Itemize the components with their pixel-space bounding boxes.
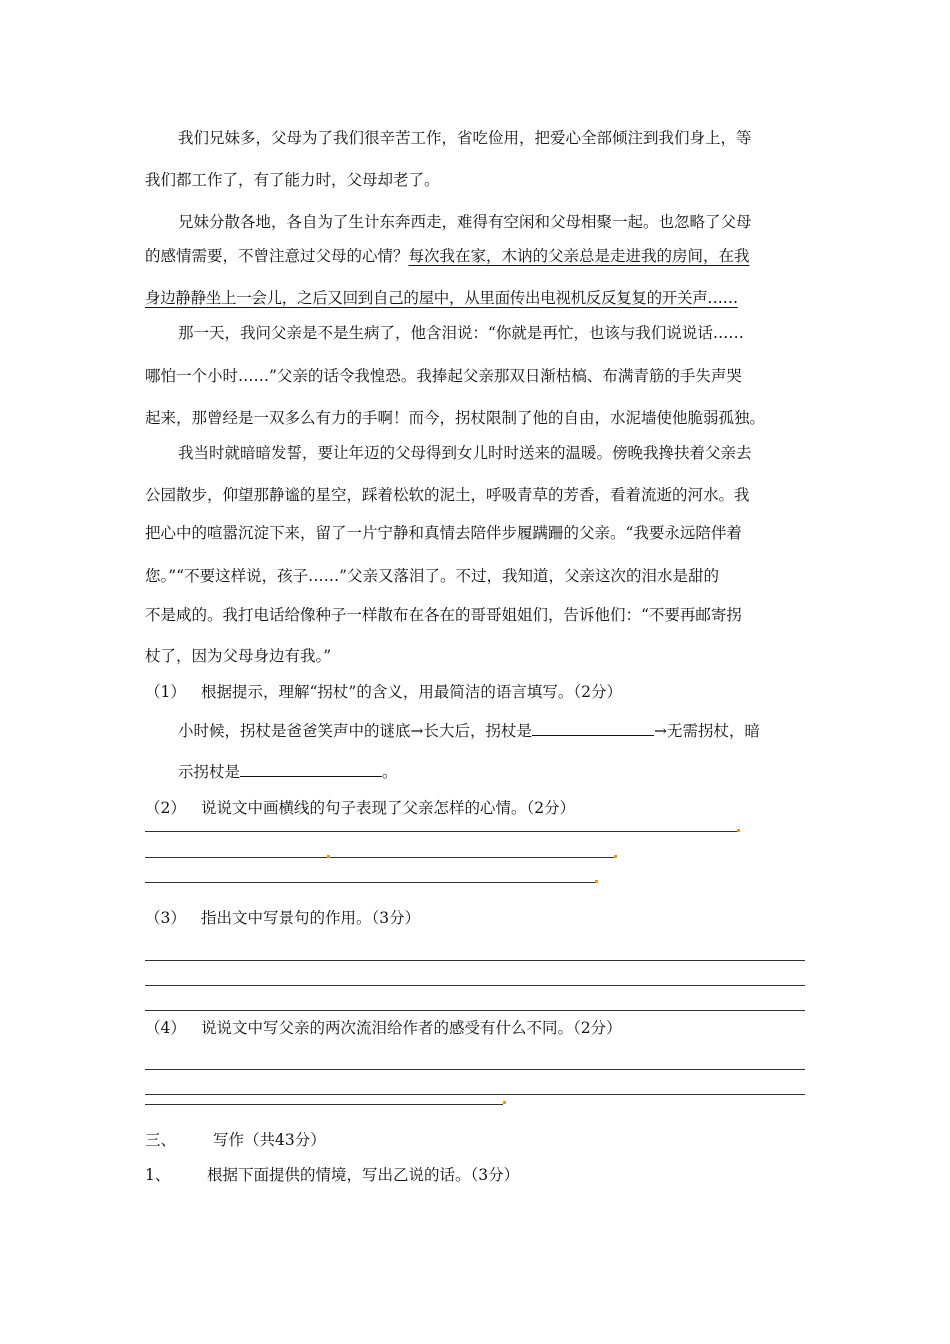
question-number: （2）: [145, 799, 186, 817]
question-1: [145, 682, 622, 702]
answer-blank-1[interactable]: [532, 721, 654, 736]
prompt-text: →无需拐杖，暗: [654, 722, 760, 740]
section-number: 三、: [145, 1131, 177, 1149]
answer-line[interactable]: [145, 882, 595, 883]
answer-line[interactable]: [145, 857, 615, 858]
answer-line[interactable]: [145, 985, 805, 986]
answer-line[interactable]: [145, 1010, 805, 1011]
passage-line: 我们都工作了，有了能力时，父母却老了。: [145, 171, 440, 189]
passage-line: 起来，那曾经是一双多么有力的手啊！而今，拐杖限制了他的自由，水泥墙使他脆弱孤独。: [145, 409, 766, 427]
question-1-fill-line: [178, 721, 760, 741]
passage-line: 我们兄妹多，父母为了我们很辛苦工作，省吃俭用，把爱心全部倾注到我们身上，等: [178, 129, 752, 147]
passage-text: 的感情需要，不曾注意过父母的心情？: [145, 247, 409, 265]
question-number: （4）: [145, 1019, 186, 1037]
item-text: 根据下面提供的情境，写出乙说的话。（3分）: [207, 1166, 520, 1184]
passage-line: 杖了，因为父母身边有我。”: [145, 647, 332, 665]
marker-dot: [737, 829, 740, 832]
section-heading: [145, 1130, 326, 1150]
answer-blank-2[interactable]: [240, 762, 382, 777]
passage-line: 兄妹分散各地，各自为了生计东奔西走，难得有空闲和父母相聚一起。也忽略了父母: [178, 213, 752, 231]
question-number: （1）: [145, 683, 186, 701]
answer-line[interactable]: [145, 1069, 805, 1070]
passage-line: 那一天，我问父亲是不是生病了，他含泪说：“你就是再忙，也该与我们说说话……: [178, 324, 744, 342]
item-number: 1、: [145, 1166, 171, 1184]
passage-line: 把心中的喧嚣沉淀下来，留了一片宁静和真情去陪伴步履蹒跚的父亲。“我要永远陪伴着: [145, 524, 742, 542]
question-number: （3）: [145, 909, 186, 927]
answer-line[interactable]: [145, 1094, 805, 1095]
question-text: 指出文中写景句的作用。（3分）: [201, 909, 421, 927]
marker-dot: [595, 880, 598, 883]
marker-dot: [503, 1101, 506, 1104]
passage-line: 哪怕一个小时……”父亲的话令我惶恐。我捧起父亲那双日渐枯槁、布满青筋的手失声哭: [145, 367, 742, 385]
answer-line[interactable]: [145, 1104, 503, 1105]
prompt-text: 。: [382, 763, 398, 781]
underlined-sentence: 身边静静坐上一会儿，之后又回到自己的屋中，从里面传出电视机反反复复的开关声……: [145, 289, 738, 307]
underlined-sentence: 每次我在家，木讷的父亲总是走进我的房间，在我: [408, 247, 750, 265]
prompt-text: 小时候，拐杖是爸爸笑声中的谜底→长大后，拐杖是: [178, 722, 532, 740]
answer-line[interactable]: [145, 960, 805, 961]
answer-line[interactable]: [145, 831, 737, 832]
passage-line: 公园散步，仰望那静谧的星空，踩着松软的泥土，呼吸青草的芳香，看着流逝的河水。我: [145, 486, 750, 504]
question-text: 根据提示，理解“拐杖”的含义，用最简洁的语言填写。（2分）: [201, 683, 622, 701]
passage-line: 不是咸的。我打电话给像种子一样散布在各在的哥哥姐姐们，告诉他们：“不要再邮寄拐: [145, 606, 742, 624]
writing-item-1: [145, 1165, 519, 1185]
question-text: 说说文中写父亲的两次流泪给作者的感受有什么不同。（2分）: [201, 1019, 622, 1037]
question-1-fill-line: [178, 762, 398, 782]
marker-dot: [327, 855, 330, 858]
prompt-text: 示拐杖是: [178, 763, 241, 781]
passage-line: 您。”“不要这样说，孩子……”父亲又落泪了。不过，我知道，父亲这次的泪水是甜的: [145, 567, 720, 585]
passage-line: [145, 246, 750, 266]
marker-dot: [614, 855, 617, 858]
passage-line: 我当时就暗暗发誓，要让年迈的父母得到女儿时时送来的温暖。傍晚我搀扶着父亲去: [178, 444, 752, 462]
question-text: 说说文中画横线的句子表现了父亲怎样的心情。（2分）: [201, 799, 576, 817]
question-2: [145, 798, 575, 818]
question-3: [145, 908, 420, 928]
section-title: 写作（共43分）: [213, 1131, 326, 1149]
question-4: [145, 1018, 622, 1038]
